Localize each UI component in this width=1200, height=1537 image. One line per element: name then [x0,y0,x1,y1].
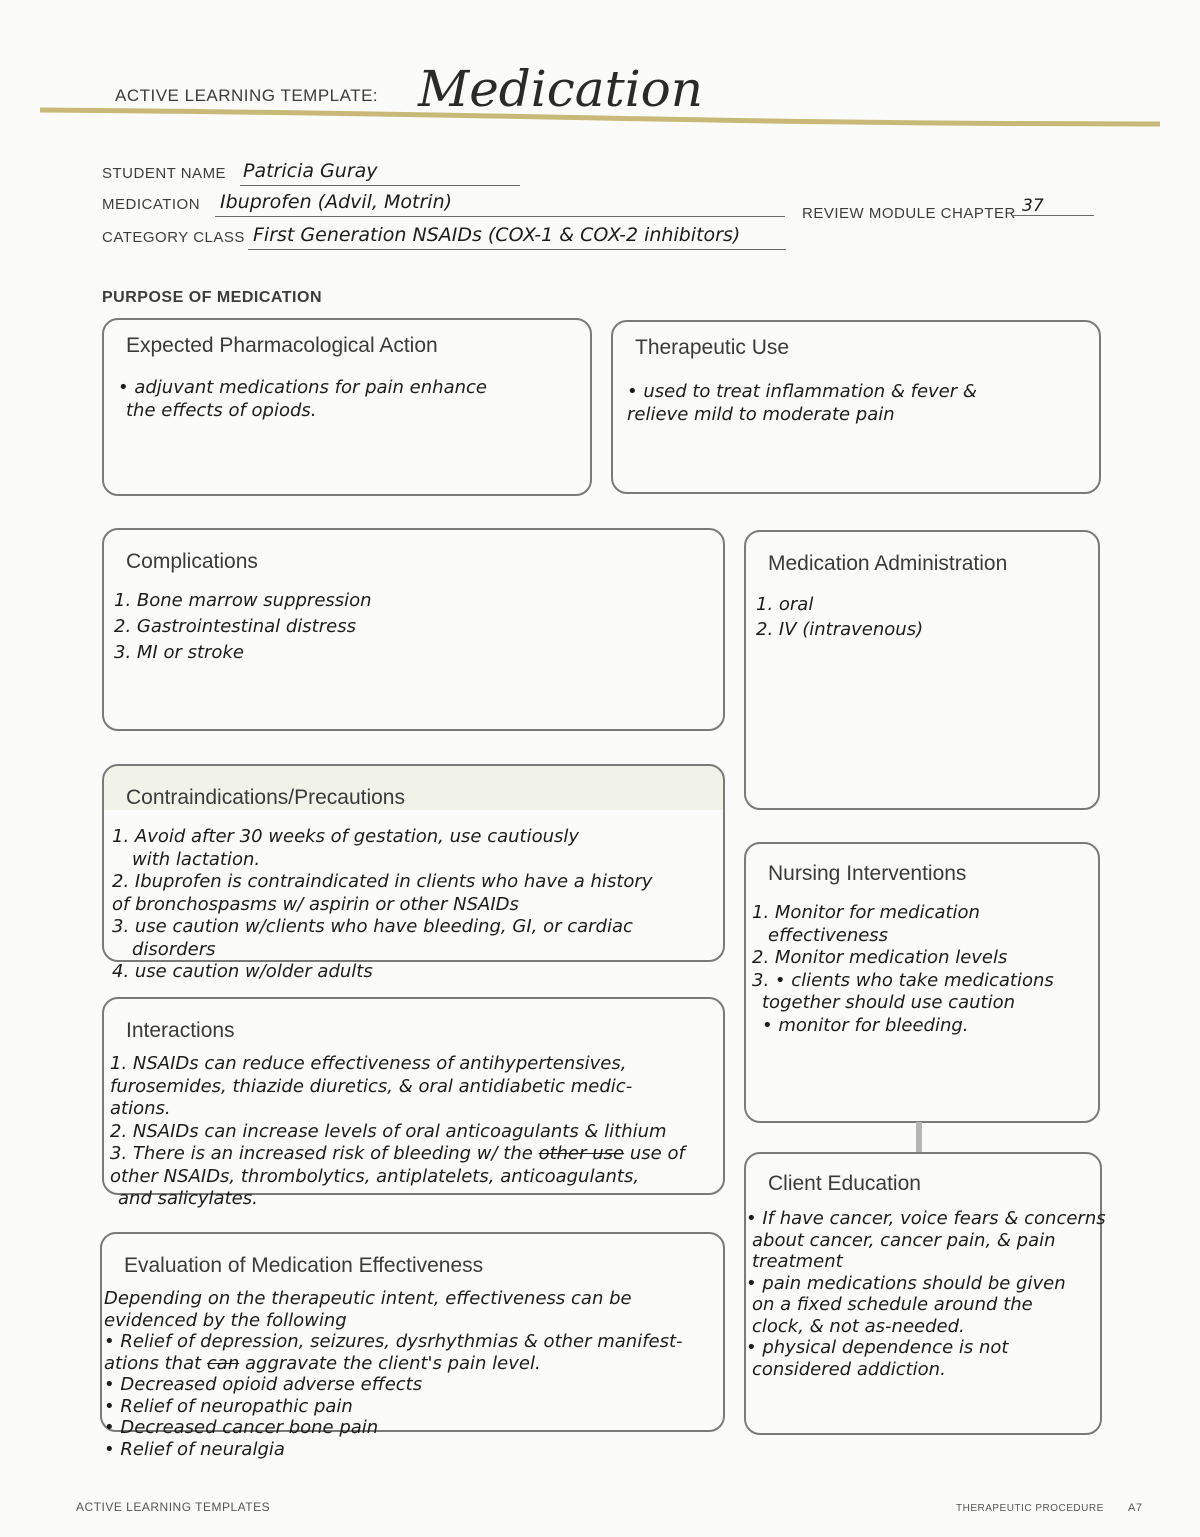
connector-bar [916,1122,922,1152]
student-name-line [240,185,520,186]
evaluation-list: Depending on the therapeutic intent, effectiveness can be evidenced by the following • Relief of depression, seizures, dysrhythmias & other manifest- ations that can aggravate the client's pain level. • Decreased opioid adverse effects • Relief of neuropathic pain • Decreased cancer bone pain • Relief of neuralgia [104,1288,683,1460]
nursing-title: Nursing Interventions [768,862,967,885]
student-name-value: Patricia Guray [243,160,378,182]
interactions-list: 1. NSAIDs can reduce effectiveness of antihypertensives, furosemides, thiazide diuretics, & oral antidiabetic medic- ations. 2. NSAIDs can increase levels of oral anticoagulants & lithium 3. There is an increased risk of bleeding w/ the other use use of other NSAIDs, thrombolytics, antiplatelets, anticoagulants, and salicylates. [110,1053,685,1209]
medication-label: MEDICATION [102,196,201,213]
header-rule [0,100,1200,140]
therapeutic-use-box [611,320,1101,494]
nursing-list: 1. Monitor for medication effectiveness 2. Monitor medication levels 3. • clients who take medications together should use caution • monitor for bleeding. [752,902,1054,1036]
category-line [248,249,786,250]
therapeutic-use-text: • used to treat inflammation & fever & relieve mild to moderate pain [627,381,977,425]
complications-box [102,528,725,731]
administration-title: Medication Administration [768,552,1008,575]
category-label: CATEGORY CLASS [102,229,245,246]
footer-right: THERAPEUTIC PROCEDURE [956,1503,1104,1514]
client-education-box [744,1152,1106,1435]
interactions-box [102,997,725,1209]
page-title: Medication [418,60,703,118]
contraindications-title: Contraindications/Precautions [126,786,405,809]
chapter-label: REVIEW MODULE CHAPTER [802,205,1016,222]
footer-page-number: A7 [1128,1502,1143,1514]
category-value: First Generation NSAIDs (COX-1 & COX-2 inhibitors) [253,224,741,246]
template-prefix: ACTIVE LEARNING TEMPLATE: [115,86,379,105]
client-education-list: • If have cancer, voice fears & concerns about cancer, cancer pain, & pain treatment • pain medications should be given on a fixed schedule around the clock, & not as-needed. • physical dependence is not considered addiction. [746,1208,1106,1380]
expected-action-text: • adjuvant medications for pain enhance the effects of opiods. [118,377,487,421]
medication-value: Ibuprofen (Advil, Motrin) [220,191,453,213]
client-education-title: Client Education [768,1172,921,1195]
footer-left: ACTIVE LEARNING TEMPLATES [76,1500,271,1514]
expected-action-title: Expected Pharmacological Action [126,334,438,357]
evaluation-box [100,1232,725,1460]
therapeutic-use-title: Therapeutic Use [635,336,790,359]
expected-action-box [102,318,592,496]
evaluation-title: Evaluation of Medication Effectiveness [124,1254,484,1277]
administration-list: 1. oral 2. IV (intravenous) [756,594,924,640]
interactions-title: Interactions [126,1019,235,1042]
contraindications-box [102,764,725,982]
medication-line [215,216,785,217]
contraindications-list: 1. Avoid after 30 weeks of gestation, use cautiously with lactation. 2. Ibuprofen is contraindicated in clients who have a history of bronchospasms w/ aspirin or other NSAIDs 3. use caution w/clients who have bleeding, GI, or cardiac disorders 4. use caution w/older adults [112,826,653,982]
chapter-line [1012,215,1094,216]
student-name-label: STUDENT NAME [102,165,227,182]
administration-box [744,530,1100,810]
complications-title: Complications [126,550,258,573]
complications-list: 1. Bone marrow suppression 2. Gastrointestinal distress 3. MI or stroke [114,590,372,663]
chapter-value: 37 [1022,196,1044,216]
purpose-heading: PURPOSE OF MEDICATION [102,289,322,306]
nursing-box [744,842,1100,1123]
